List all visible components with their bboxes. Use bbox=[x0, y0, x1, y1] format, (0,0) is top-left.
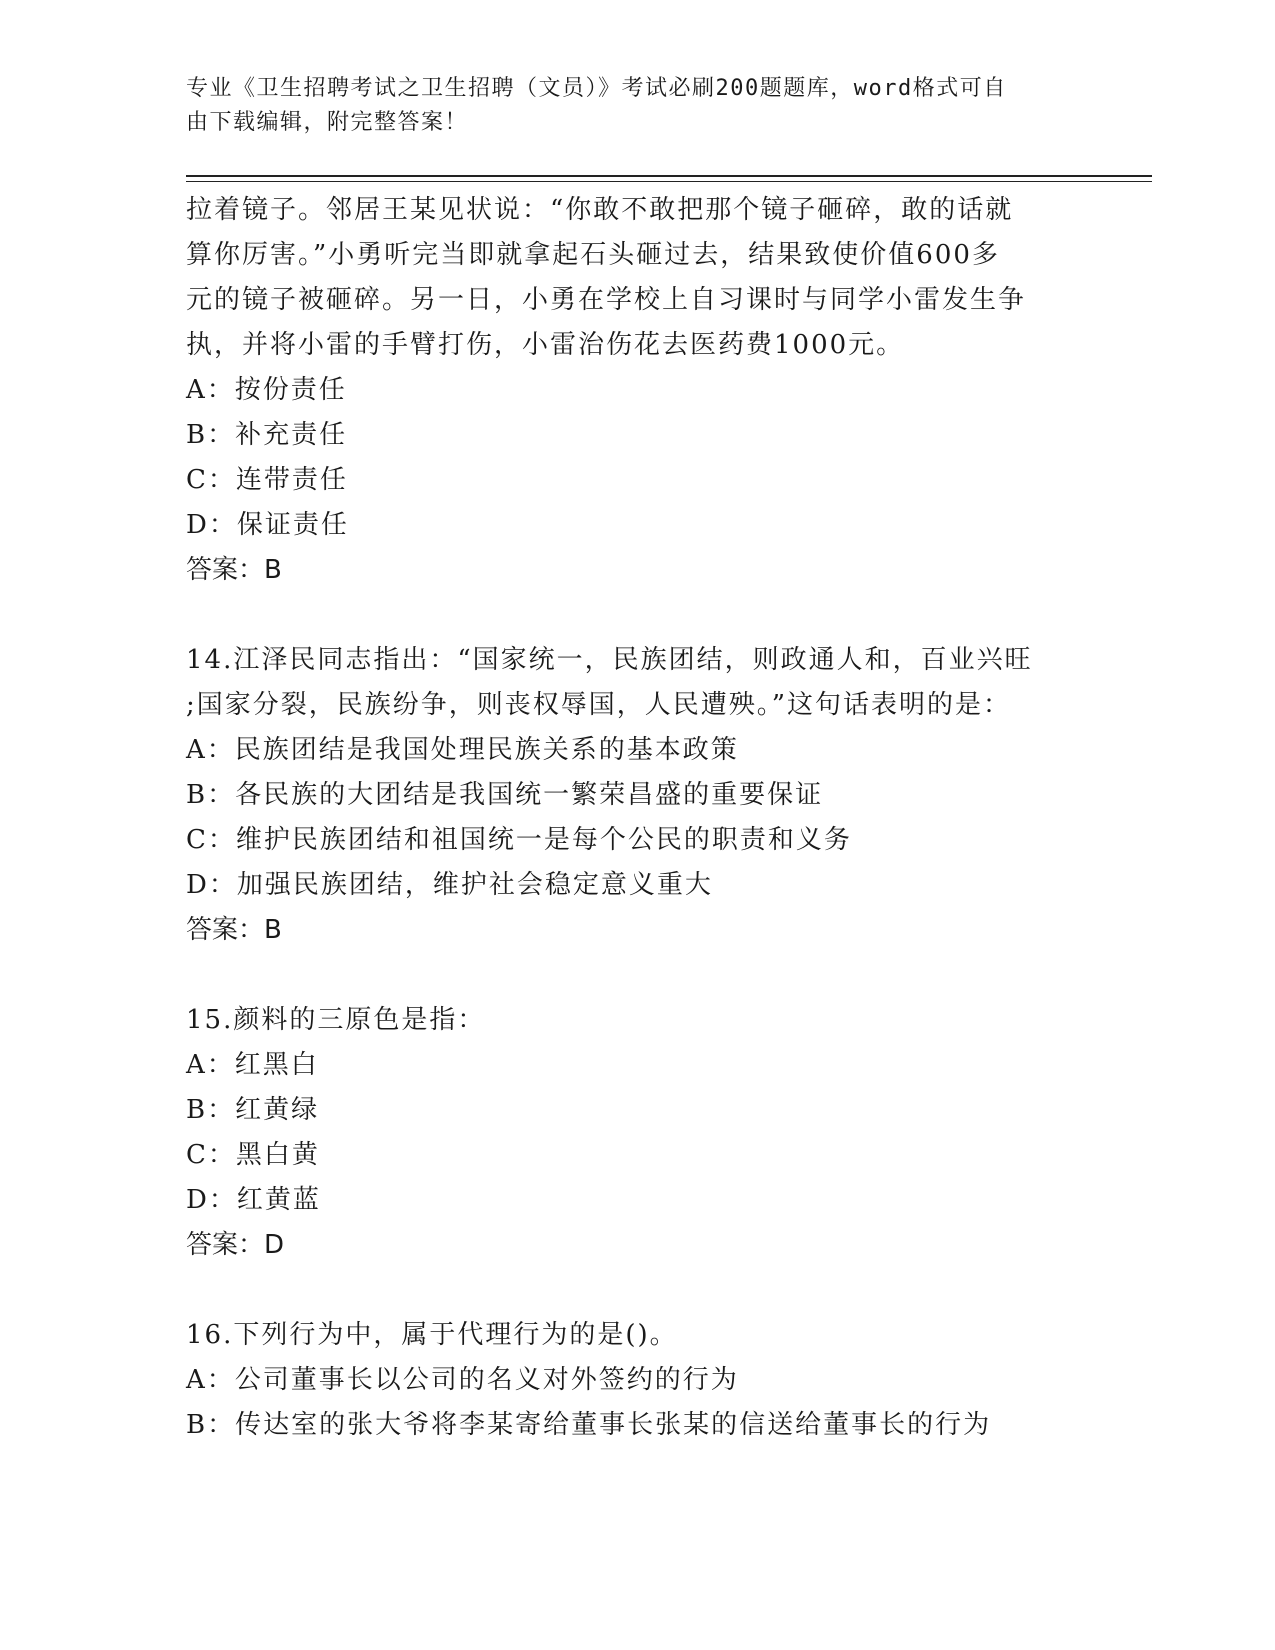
option-d: D：保证责任 bbox=[186, 510, 349, 540]
answer-line: 答案：D bbox=[186, 1230, 285, 1260]
question-stem-line: 14.江泽民同志指出：“国家统一，民族团结，则政通人和，百业兴旺 bbox=[186, 645, 1033, 675]
option-a: A：按份责任 bbox=[186, 375, 347, 405]
question-stem-line: ;国家分裂，民族纷争，则丧权辱国，人民遭殃。”这句话表明的是： bbox=[186, 690, 1012, 720]
option-c: C：维护民族团结和祖国统一是每个公民的职责和义务 bbox=[186, 825, 852, 855]
option-b: B：各民族的大团结是我国统一繁荣昌盛的重要保证 bbox=[186, 780, 824, 810]
option-c: C：连带责任 bbox=[186, 465, 348, 495]
option-b: B：红黄绿 bbox=[186, 1095, 320, 1125]
option-a: A：红黑白 bbox=[186, 1050, 319, 1080]
question-stem-line: 算你厉害。”小勇听完当即就拿起石头砸过去，结果致使价值600多 bbox=[186, 240, 1000, 270]
question-stem-line: 执，并将小雷的手臂打伤，小雷治伤花去医药费1000元。 bbox=[186, 330, 905, 360]
question-14 bbox=[186, 638, 1086, 953]
question-stem-line: 15.颜料的三原色是指： bbox=[186, 1005, 486, 1035]
header-rule-thick bbox=[186, 175, 1152, 177]
question-15 bbox=[186, 998, 1086, 1268]
question-13 bbox=[186, 188, 1086, 593]
option-a: A：公司董事长以公司的名义对外签约的行为 bbox=[186, 1365, 739, 1395]
option-a: A：民族团结是我国处理民族关系的基本政策 bbox=[186, 735, 739, 765]
option-d: D：加强民族团结，维护社会稳定意义重大 bbox=[186, 870, 713, 900]
option-b: B：传达室的张大爷将李某寄给董事长张某的信送给董事长的行为 bbox=[186, 1410, 992, 1440]
answer-line: 答案：B bbox=[186, 915, 282, 945]
question-stem-line: 16.下列行为中，属于代理行为的是()。 bbox=[186, 1320, 678, 1350]
option-d: D：红黄蓝 bbox=[186, 1185, 321, 1215]
option-c: C：黑白黄 bbox=[186, 1140, 320, 1170]
header-line-2: 由下载编辑，附完整答案！ bbox=[186, 110, 469, 135]
question-16 bbox=[186, 1313, 1086, 1448]
answer-line: 答案：B bbox=[186, 555, 282, 585]
option-b: B：补充责任 bbox=[186, 420, 348, 450]
document-header bbox=[186, 72, 1086, 140]
document-body bbox=[186, 188, 1086, 1448]
question-stem-line: 拉着镜子。邻居王某见状说：“你敢不敢把那个镜子砸碎，敢的话就 bbox=[186, 195, 1014, 225]
question-stem-line: 元的镜子被砸碎。另一日，小勇在学校上自习课时与同学小雷发生争 bbox=[186, 285, 1027, 315]
header-rule-thin bbox=[186, 181, 1152, 182]
header-line-1: 专业《卫生招聘考试之卫生招聘（文员）》考试必刷200题题库，word格式可自 bbox=[186, 76, 1007, 101]
